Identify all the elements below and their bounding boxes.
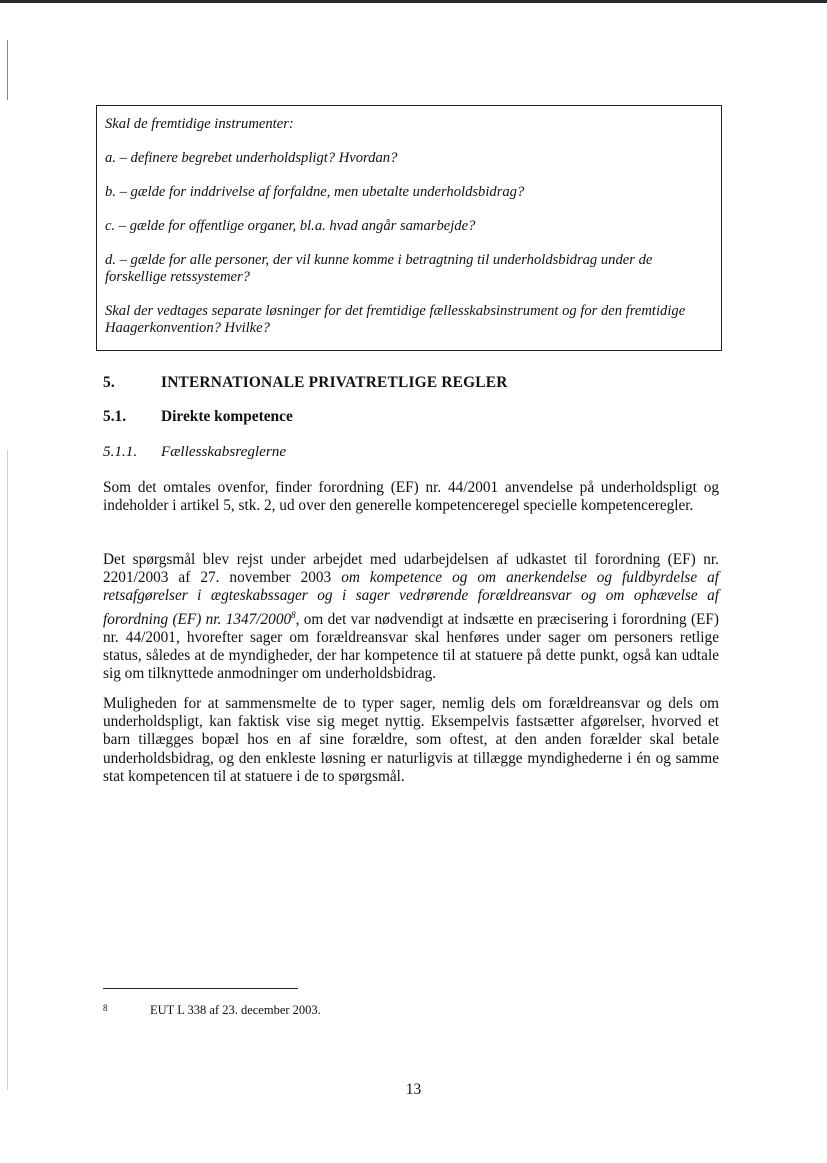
footnote-text: EUT L 338 af 23. december 2003. — [150, 1003, 321, 1017]
regulation-title: om kompetence og om anerkendelse og fuldbyrdelse af retsafgørelser i ægteskabssager og i sager vedrørende forældreansvar og om ophævelse af forordning (EF) nr. 1347/2000 — [103, 569, 720, 628]
section-number: 5. — [103, 374, 115, 391]
footnote — [103, 1003, 321, 1018]
question-item: d. – gælde for alle personer, der vil kunne komme i betragtning til underholdsbidrag under de forskellige retssystemer? — [105, 252, 653, 285]
subsubsection-heading — [103, 443, 286, 461]
paragraph-2-start: Det spørgsmål blev rejst under arbejdet med udarbejdelsen af udkastet til forordning (EF) nr. 2201/2003 af 27. november 2003 — [103, 551, 719, 587]
paragraph-2-end: , om det var nødvendigt at indsætte en præcisering i forordning (EF) nr. 44/2001, hvorefter sager om forældreansvar skal henføres under sager om personers retlige status, således at de myndigheder, der har kompetence til at statuere på dette punkt, også kan udtale sig om tilknyttede anmodninger om underholdsbidrag. — [103, 610, 719, 683]
subsection-heading — [103, 408, 293, 426]
page-number: 13 — [405, 1081, 422, 1098]
paragraph-1: Som det omtales ovenfor, finder forordning (EF) nr. 44/2001 anvendelse på underholdspligt og indeholder i artikel 5, stk. 2, ud over den generelle kompetenceregel specielle kompetenceregler. — [103, 479, 719, 515]
footnote-separator — [103, 988, 298, 989]
footnote-number: 8 — [103, 1003, 108, 1013]
subsection-title: Direkte kompetence — [161, 408, 293, 425]
footnote-reference: 8 — [291, 609, 296, 620]
section-title: INTERNATIONALE PRIVATRETLIGE REGLER — [161, 374, 508, 391]
question-closing: Skal der vedtages separate løsninger for det fremtidige fællesskabsinstrument og for den fremtidige Haagerkonvention? Hvilke? — [105, 303, 686, 336]
scan-edge-top — [0, 0, 827, 3]
subsubsection-number: 5.1.1. — [103, 443, 138, 460]
question-item: b. – gælde for inddrivelse af forfaldne, men ubetalte underholdsbidrag? — [105, 184, 525, 200]
paragraph-2 — [103, 551, 719, 684]
question-item: a. – definere begrebet underholdspligt? Hvordan? — [105, 150, 398, 166]
question-item: c. – gælde for offentlige organer, bl.a. hvad angår samarbejde? — [105, 218, 476, 234]
question-box — [96, 105, 722, 351]
scan-edge-left-faint — [7, 450, 8, 1090]
section-heading — [103, 374, 508, 392]
scan-edge-left — [7, 40, 8, 100]
subsubsection-title: Fællesskabsreglerne — [161, 443, 287, 460]
question-box-title: Skal de fremtidige instrumenter: — [105, 116, 294, 132]
paragraph-3: Muligheden for at sammensmelte de to typer sager, nemlig dels om forældreansvar og dels om underholdspligt, kan faktisk vise sig meget nyttig. Eksempelvis fastsætter afgørelser, hvorved et barn tillægges bopæl hos en af sine forældre, som oftest, at den anden forælder skal betale underholdsbidrag, og den enkleste løsning er naturligvis at tillægge myndighederne i én og samme stat kompetencen til at statuere i de to spørgsmål. — [103, 695, 719, 785]
subsection-number: 5.1. — [103, 408, 127, 425]
